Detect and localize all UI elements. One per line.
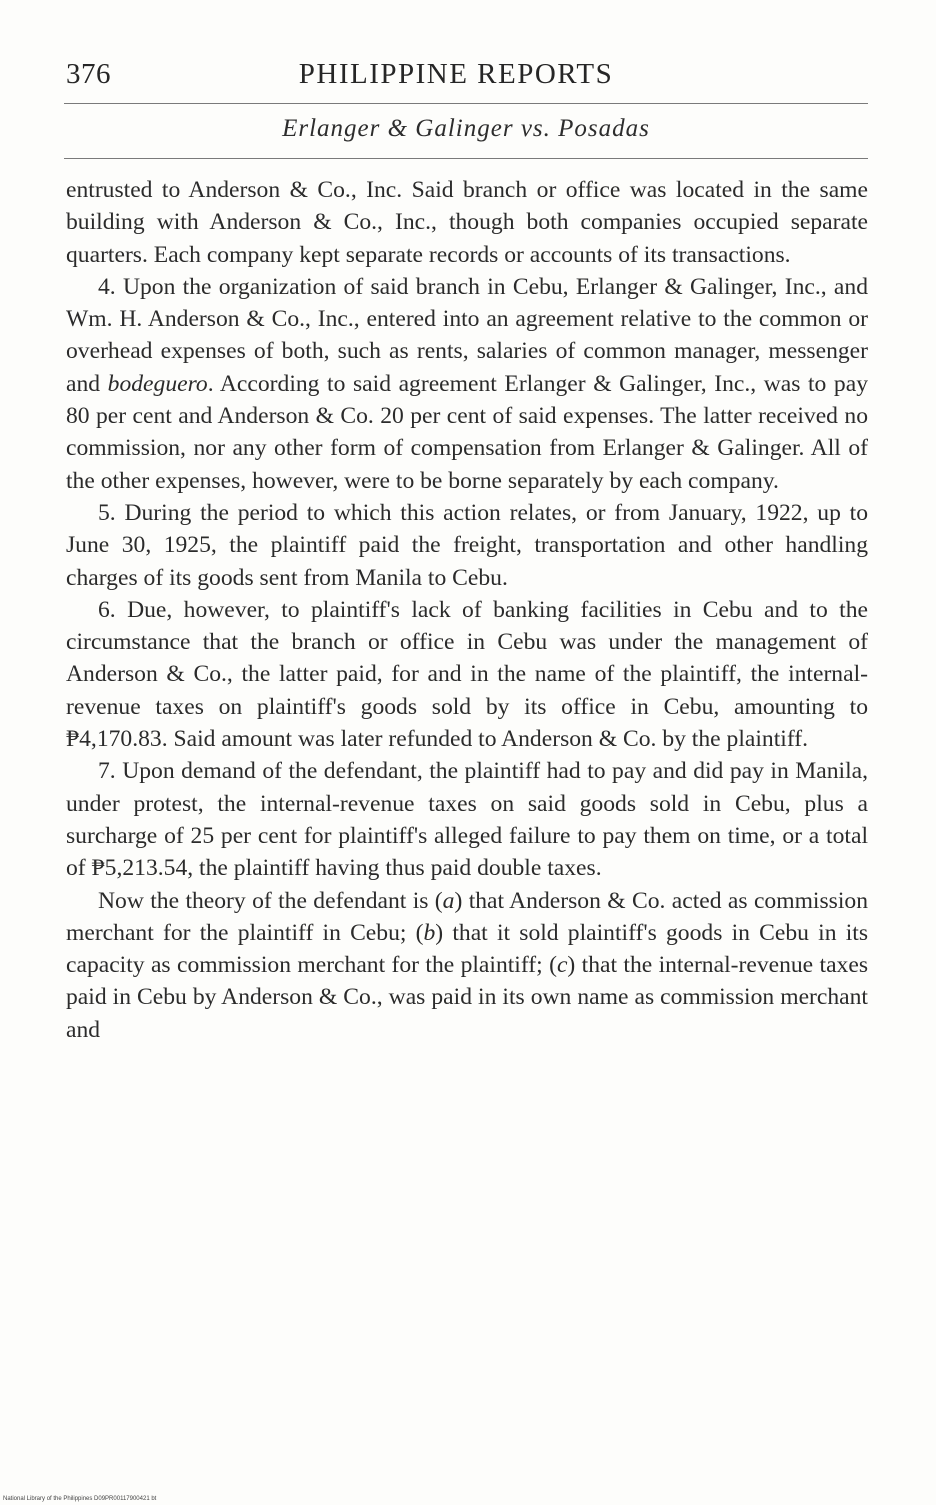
footer-credit: National Library of the Philippines D09PR00117900421 bt [3, 1496, 157, 1502]
case-title: Erlanger & Galinger vs. Posadas [282, 115, 650, 142]
paragraph-continuation: entrusted to Anderson & Co., Inc. Said branch or office was located in the same building with Anderson & Co., Inc., though both companies occupied separate quarters. Each company kept separate records or accounts of its transactions. [66, 177, 868, 268]
paragraph-defendant-theory: Now the theory of the defendant is (a) that Anderson & Co. acted as commission merchant for the plaintiff in Cebu; (b) that it sold plaintiff's goods in Cebu in its capacity as commission merchant for the plaintiff; (c) that the internal-revenue taxes paid in Cebu by Anderson & Co., was paid in its own name as commission merchant and [66, 887, 869, 1043]
paragraph-7: 7. Upon demand of the defendant, the plaintiff had to pay and did pay in Manila, under protest, the internal-revenue taxes on said goods sold in Cebu, plus a surcharge of 25 per cent for plaintiff's alleged failure to pay them on time, or a total of ₱5,213.54, the plaintiff having thus paid double taxes. [66, 758, 868, 882]
page-number: 376 [66, 58, 111, 90]
running-title: PHILIPPINE REPORTS [298, 58, 614, 90]
paragraph-5: 5. During the period to which this action relates, or from January, 1922, up to June 30, 1925, the plaintiff paid the freight, transportation and other handling charges of its goods sent from Manila to Cebu. [66, 499, 868, 591]
body-text [66, 174, 868, 1046]
page-header [66, 58, 866, 98]
paragraph-4: 4. Upon the organization of said branch in Cebu, Erlanger & Galinger, Inc., and Wm. H. Anderson & Co., Inc., entered into an agreement relative to the common or overhead expenses of both, such as rents, salaries of common manager, messenger and bodeguero. According to said agreement Erlanger & Galinger, Inc., was to pay 80 per cent and Anderson & Co. 20 per cent of said expenses. The latter received no commission, nor any other form of compensation from Erlanger & Galinger. All of the other expenses, however, were to be borne separately by each company. [66, 273, 869, 494]
header-rule-top [64, 103, 868, 104]
paragraph-6: 6. Due, however, to plaintiff's lack of banking facilities in Cebu and to the circumstance that the branch or office in Cebu was under the management of Anderson & Co., the latter paid, for and in the name of the plaintiff, the internal-revenue taxes on plaintiff's goods sold by its office in Cebu, amounting to ₱4,170.83. Said amount was later refunded to Anderson & Co. by the plaintiff. [66, 596, 868, 753]
header-rule-bottom [64, 158, 868, 159]
